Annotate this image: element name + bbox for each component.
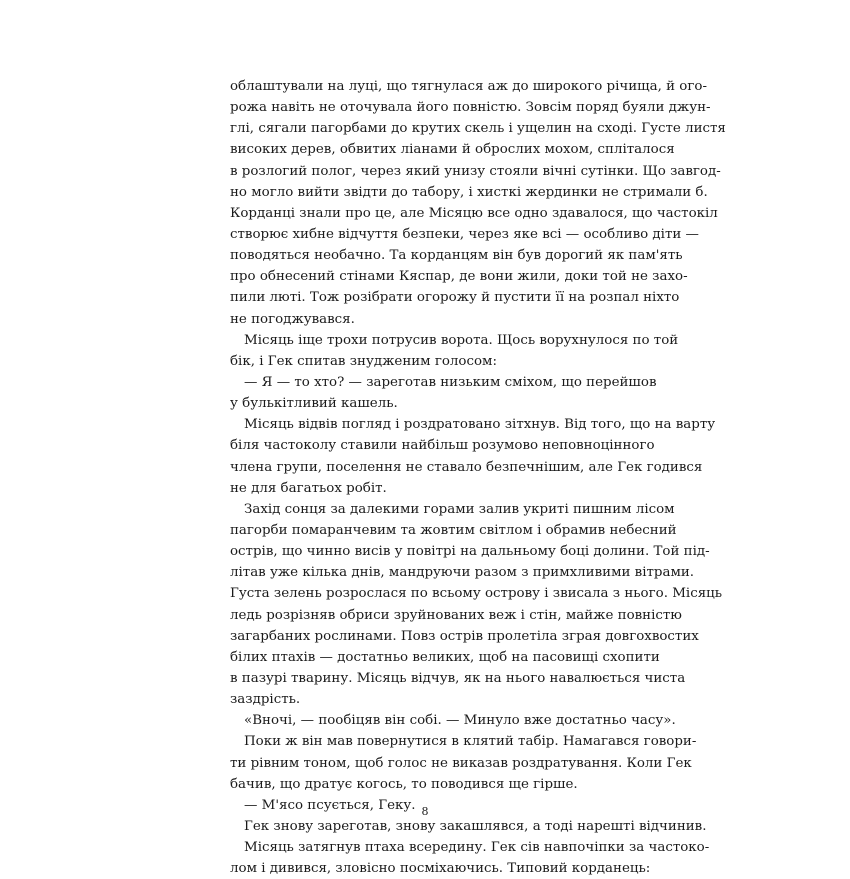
text-line: бачив, що дратує когось, то поводився ще гірше. [230, 776, 578, 792]
text-line: не для багатьох робіт. [230, 480, 387, 496]
text-line: ти рівним тоном, щоб голос не виказав роздратування. Коли Гек [230, 755, 692, 771]
text-line: білих птахів — достатньо великих, щоб на пасовищі схопити [230, 649, 660, 665]
text-line: острів, що чинно висів у повітрі на дальньому боці долини. Той під- [230, 544, 710, 560]
text-line: — М'ясо псується, Геку. [244, 797, 416, 813]
text-line: Місяць затягнув птаха всередину. Гек сів навпочіпки за частоко- [244, 840, 710, 856]
text-line: у булькітливий кашель. [230, 396, 398, 412]
page-number: 8 [421, 805, 429, 818]
text-line: не погоджувався. [230, 311, 355, 327]
text-line: «Вночі, — пообіцяв він собі. — Минуло вже достатньо часу». [244, 713, 676, 729]
text-line: лом і дивився, зловісно посміхаючись. Типовий корданець: [230, 861, 651, 877]
text-line: но могло вийти звідти до табору, і хисткі жердинки не стримали б. [230, 184, 708, 200]
text-line: Місяць відвів погляд і роздратовано зітхнув. Від того, що на варту [244, 417, 716, 433]
text-line: біля частоколу ставили найбільш розумово неповноцінного [230, 438, 655, 454]
text-line: члена групи, поселення не ставало безпечнішим, але Гек годився [230, 459, 703, 475]
text-line: ледь розрізняв обриси зруйнованих веж і стін, майже повністю [230, 607, 682, 623]
text-line: поводяться необачно. Та корданцям він був дорогий як пам'ять [230, 248, 683, 264]
text-line: пили люті. Тож розібрати огорожу й пустити її на розпал ніхто [230, 290, 680, 306]
text-line: в пазурі тварину. Місяць відчув, як на нього навалюється чиста [230, 670, 686, 686]
text-line: Густа зелень розрослася по всьому острову і звисала з нього. Місяць [230, 586, 723, 602]
text-line: бік, і Гек спитав знудженим голосом: [230, 353, 497, 369]
text-line: облаштували на луці, що тягнулася аж до широкого річища, й ого- [230, 79, 707, 94]
text-line: Захід сонця за далекими горами залив укриті пишним лісом [244, 501, 675, 517]
text-line: літав уже кілька днів, мандруючи разом з примхливими вітрами. [230, 565, 695, 581]
text-line: Гек знову зареготав, знову закашлявся, а тоді нарешті відчинив. [244, 818, 707, 834]
text-line: рожа навіть не оточувала його повністю. Зовсім поряд буяли джун- [230, 100, 711, 116]
text-line: Поки ж він мав повернутися в клятий табір. Намагався говори- [244, 734, 697, 750]
text-line: про обнесений стінами Кяспар, де вони жили, доки той не захо- [230, 269, 688, 285]
text-line: пагорби помаранчевим та жовтим світлом і обрамив небесний [230, 522, 677, 538]
text-line: — Я — то хто? — зареготав низьким сміхом, що перейшов [244, 374, 657, 390]
text-line: створює хибне відчуття безпеки, через яке всі — особливо діти — [230, 226, 699, 242]
text-line: глі, сягали пагорбами до крутих скель і ущелин на сході. Густе листя [230, 121, 726, 137]
body-text [230, 76, 726, 879]
text-line: в розлогий полог, через який унизу стояли вічні сутінки. Що завгод- [230, 163, 721, 179]
text-line: заздрість. [230, 692, 301, 708]
text-line: загарбаних рослинами. Повз острів пролетіла зграя довгохвостих [230, 628, 699, 644]
text-line: високих дерев, обвитих ліанами й оброслих мохом, сплiталося [230, 142, 675, 158]
text-line: Корданці знали про це, але Місяцю все одно здавалося, що частокіл [230, 205, 718, 221]
text-line: Місяць іще трохи потрусив ворота. Щось ворухнулося по той [244, 332, 679, 348]
